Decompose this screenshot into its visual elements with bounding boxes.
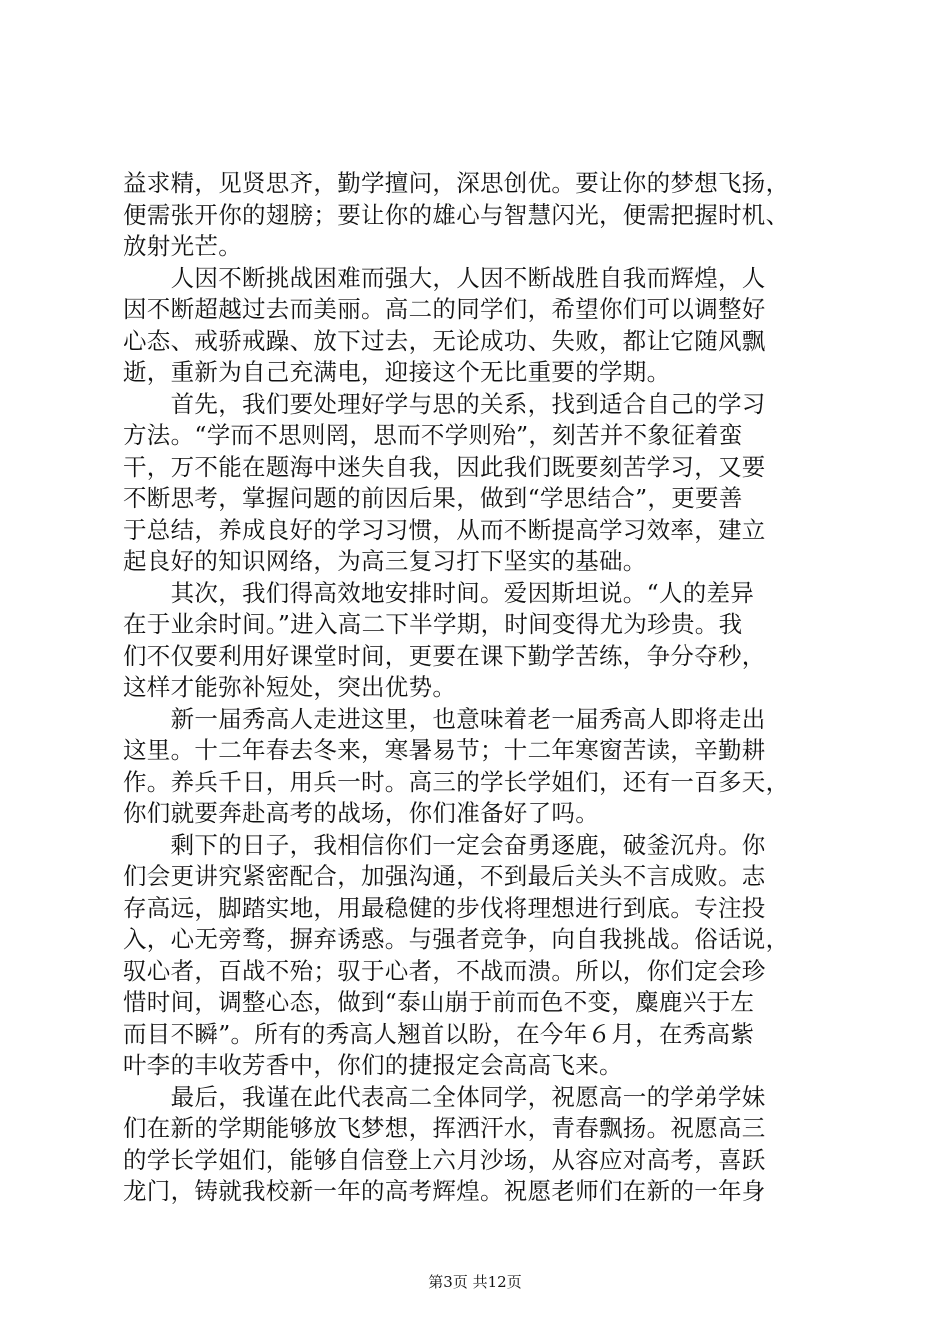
text-line: 作。养兵千日，用兵一时。高三的学长学姐们，还有一百多天， bbox=[123, 767, 790, 796]
text-line: 逝，重新为自己充满电，迎接这个无比重要的学期。 bbox=[123, 358, 671, 386]
text-line: 起良好的知识网络，为高三复习打下坚实的基础。 bbox=[123, 547, 647, 575]
text-line: 在于业余时间。”进入高二下半学期，时间变得尤为珍贵。我 bbox=[123, 610, 743, 638]
text-line: 便需张开你的翅膀；要让你的雄心与智慧闪光，便需把握时机、 bbox=[123, 200, 790, 229]
text-line: 这里。十二年春去冬来，寒暑易节；十二年寒窗苦读，辛勤耕 bbox=[123, 736, 766, 764]
text-line: 的学长学姐们，能够自信登上六月沙场，从容应对高考，喜跃 bbox=[123, 1145, 766, 1174]
text-line: 们不仅要利用好课堂时间，更要在课下勤学苦练，争分夺秒， bbox=[123, 641, 766, 670]
text-line: 们会更讲究紧密配合，加强沟通，不到最后关头不言成败。志 bbox=[123, 862, 766, 890]
text-line: 心态、戒骄戒躁、放下过去，无论成功、失败，都让它随风飘 bbox=[123, 326, 766, 355]
page-footer: 第3页 共12页 bbox=[428, 1273, 522, 1291]
text-line: 剩下的日子，我相信你们一定会奋勇逐鹿，破釜沉舟。你 bbox=[123, 830, 766, 859]
text-line: 方法。“学而不思则罔，思而不学则殆”，刻苦并不象征着蛮 bbox=[123, 421, 743, 449]
text-line: 龙门，铸就我校新一年的高考辉煌。祝愿老师们在新的一年身 bbox=[123, 1177, 766, 1205]
text-line: 不断思考，掌握问题的前因后果，做到“学思结合”，更要善 bbox=[123, 484, 743, 512]
text-line: 于总结，养成良好的学习习惯，从而不断提高学习效率，建立 bbox=[123, 515, 766, 544]
text-line: 驭心者，百战不殆；驭于心者，不战而溃。所以，你们定会珍 bbox=[123, 956, 766, 985]
text-line: 最后，我谨在此代表高二全体同学，祝愿高一的学弟学妹 bbox=[123, 1082, 766, 1111]
text-line: 首先，我们要处理好学与思的关系，找到适合自己的学习 bbox=[123, 389, 766, 418]
text-line: 益求精，见贤思齐，勤学擅问，深思创优。要让你的梦想飞扬， bbox=[123, 169, 790, 197]
text-line: 入，心无旁骛，摒弃诱惑。与强者竞争，向自我挑战。俗话说， bbox=[123, 925, 790, 953]
text-line: 这样才能弥补短处，突出优势。 bbox=[123, 673, 457, 701]
text-line: 干，万不能在题海中迷失自我，因此我们既要刻苦学习，又要 bbox=[123, 452, 766, 481]
text-line: 们在新的学期能够放飞梦想，挥洒汗水，青春飘扬。祝愿高三 bbox=[123, 1114, 766, 1142]
text-line: 而目不瞬”。所有的秀高人翘首以盼，在今年６月，在秀高紫 bbox=[123, 1019, 755, 1048]
text-line: 新一届秀高人走进这里，也意味着老一届秀高人即将走出 bbox=[123, 704, 766, 733]
text-line: 人因不断挑战困难而强大，人因不断战胜自我而辉煌，人 bbox=[123, 263, 766, 292]
text-line: 惜时间，调整心态，做到“泰山崩于前而色不变，麋鹿兴于左 bbox=[123, 988, 755, 1016]
text-line: 你们就要奔赴高考的战场，你们准备好了吗。 bbox=[123, 799, 599, 827]
text-line: 存高远，脚踏实地，用最稳健的步伐将理想进行到底。专注投 bbox=[123, 893, 766, 922]
text-line: 放射光芒。 bbox=[123, 232, 242, 260]
body-text bbox=[123, 168, 833, 1208]
text-line: 叶李的丰收芳香中，你们的捷报定会高高飞来。 bbox=[123, 1051, 623, 1079]
text-line: 因不断超越过去而美丽。高二的同学们，希望你们可以调整好 bbox=[123, 295, 766, 323]
text-line: 其次，我们得高效地安排时间。爱因斯坦说。“人的差异 bbox=[123, 578, 755, 607]
